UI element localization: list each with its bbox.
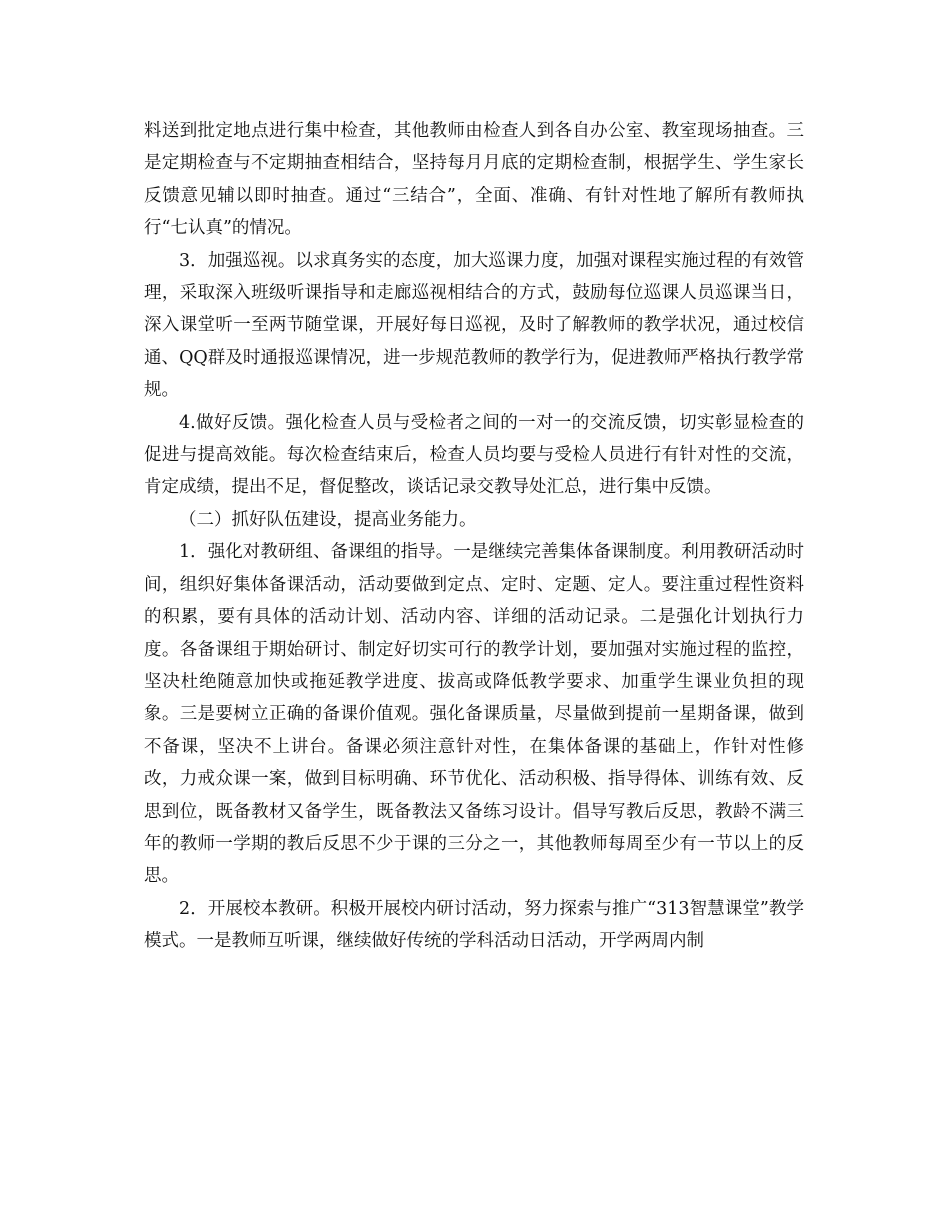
paragraph-teaching-research-guidance: 1．强化对教研组、备课组的指导。一是继续完善集体备课制度。利用教研活动时间，组织好集体备课活动，活动要做到定点、定时、定题、定人。要注重过程性资料的积累，要有具体的活动计划、活动内容、详细的活动记录。二是强化计划执行力度。各备课组于期始研讨、制定好切实可行的教学计划，要加强对实施过程的监控，坚决杜绝随意加快或拖延教学进度、拔高或降低教学要求、加重学生课业负担的现象。三是要树立正确的备课价值观。强化备课质量，尽量做到提前一星期备课，做到不备课，坚决不上讲台。备课必须注意针对性，在集体备课的基础上，作针对性修改，力戒众课一案，做到目标明确、环节优化、活动积极、指导得体、训练有效、反思到位，既备教材又备学生，既备教法又备练习设计。倡导写教后反思，教龄不满三年的教师一学期的教后反思不少于课的三分之一，其他教师每周至少有一节以上的反思。 bbox=[144, 542, 804, 887]
paragraph-school-based-research: 2．开展校本教研。积极开展校内研讨活动，努力探索与推广“313智慧课堂”教学模式。一是教师互听课，继续做好传统的学科活动日活动，开学两周内制 bbox=[144, 898, 804, 952]
document-body bbox=[144, 115, 804, 958]
paragraph-feedback: 4.做好反馈。强化检查人员与受检者之间的一对一的交流反馈，切实彰显检查的促进与提高效能。每次检查结束后，检查人员均要与受检人员进行有针对性的交流，肯定成绩，提出不足，督促整改，谈话记录交教导处汇总，进行集中反馈。 bbox=[144, 412, 804, 498]
section-heading-team-building: （二）抓好队伍建设，提高业务能力。 bbox=[179, 509, 477, 530]
paragraph-continuation: 料送到批定地点进行集中检查，其他教师由检查人到各自办公室、教室现场抽查。三是定期检查与不定期抽查相结合，坚持每月月底的定期检查制，根据学生、学生家长反馈意见辅以即时抽查。通过“三结合”，全面、准确、有针对性地了解所有教师执行“七认真”的情况。 bbox=[144, 121, 804, 239]
paragraph-strengthen-patrol: 3．加强巡视。以求真务实的态度，加大巡课力度，加强对课程实施过程的有效管理，采取深入班级听课指导和走廊巡视相结合的方式，鼓励每位巡课人员巡课当日，深入课堂听一至两节随堂课，开展好每日巡视，及时了解教师的教学状况，通过校信通、QQ群及时通报巡课情况，进一步规范教师的教学行为，促进教师严格执行教学常规。 bbox=[144, 250, 804, 401]
